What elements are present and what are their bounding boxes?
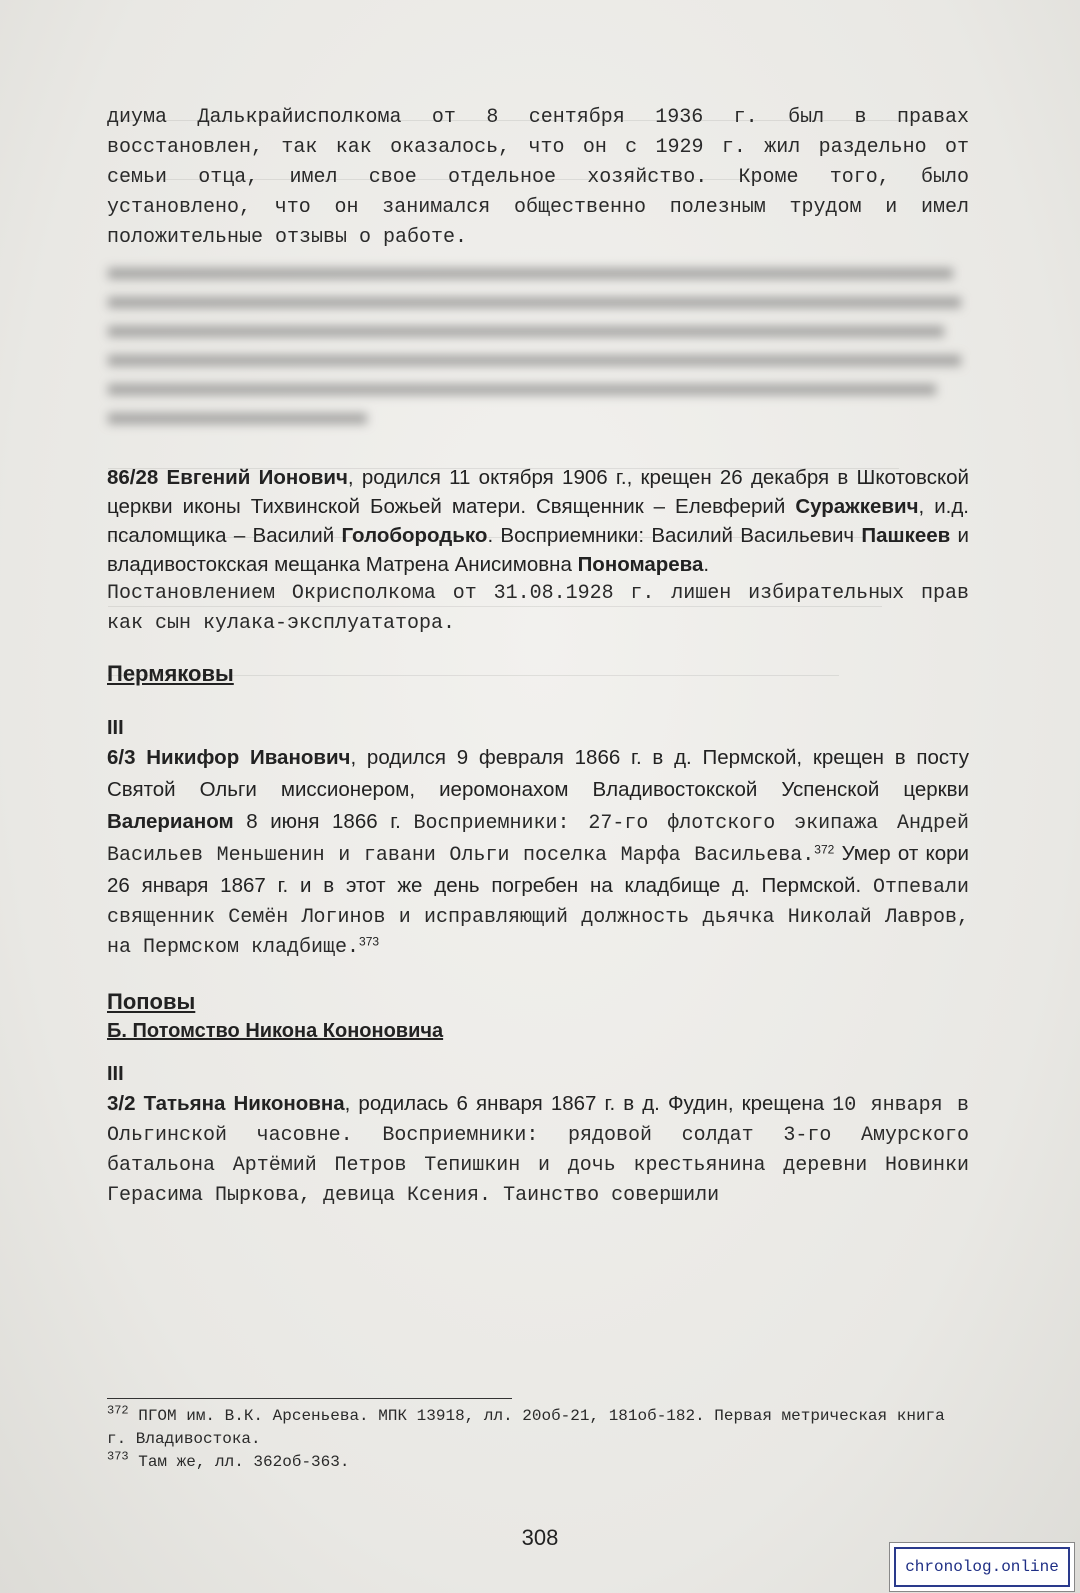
- generation-marker-popov: III: [107, 1063, 124, 1085]
- heading-popovy: Поповы: [107, 989, 196, 1014]
- entry-3-2-paragraph: 3/2 Татьяна Никоновна, родилась 6 января 1867 г. в д. Фудин, крещена 10 января в Ольгинской часовне. Восприемники: рядовой солдат 3-го Амурского батальона Артёмий Петров Тепишкин и дочь крестьянина деревни Новинки Герасима Пыркова, девица Ксения. Таинство совершили: [107, 1092, 969, 1207]
- footnote-373: $^{373}$ Там же, лл. 362об-363.: [107, 1449, 350, 1471]
- footnotes: [107, 1405, 969, 1474]
- footnote-divider: [107, 1398, 512, 1399]
- entry-6-3-label: 6/3 Никифор Иванович: [107, 746, 351, 769]
- generation-marker: III: [107, 717, 124, 739]
- watermark-text[interactable]: chronolog.online: [905, 1558, 1059, 1576]
- entry-86-paragraph: 86/28 Евгений Ионович, родился 11 октября 1906 г., крещен 26 декабря в Шкотовской церкви иконы Тихвинской Божьей матери. Священник – Елевферий Суражкевич, и.д. псаломщика – Василий Голобородько. Восприемники: Василий Васильевич Пашкеев и владивостокская мещанка Матрена Анисимовна Пономарева.: [107, 466, 969, 576]
- heading-permyakovy: Пермяковы: [107, 661, 234, 686]
- entry-86-label: 86/28 Евгений Ионович: [107, 466, 348, 489]
- entry-3-2-label: 3/2 Татьяна Никоновна: [107, 1092, 345, 1115]
- page-number: 308: [521, 1525, 559, 1550]
- watermark-badge[interactable]: [894, 1547, 1070, 1587]
- top-paragraph: диума Далькрайисполкома от 8 сентября 1936 г. был в правах восстановлен, так как оказалось, что он с 1929 г. жил раздельно от семьи отца, имел свое отдельное хозяйство. Кроме того, было установлено, что он занимался общественно полезным трудом и имел положительные отзывы о работе.: [107, 106, 969, 249]
- subheading-nikon-descendants: Б. Потомство Никона Кононовича: [107, 1020, 444, 1042]
- entry-86-decree: Постановлением Окрисполкома от 31.08.1928 г. лишен избирательных прав как сын кулака-эксплуататора.: [107, 582, 969, 635]
- footnote-ref-373[interactable]: 373: [359, 934, 380, 949]
- footnote-372: $^{372}$ ПГОМ им. В.К. Арсеньева. МПК 13918, лл. 20об-21, 181об-182. Первая метрическая книга г. Владивостока.: [107, 1403, 945, 1448]
- footnote-ref-372[interactable]: 372: [814, 842, 835, 857]
- main-text: [107, 103, 969, 1211]
- entry-6-3-paragraph: 6/3 Никифор Иванович, родился 9 февраля 1866 г. в д. Пермской, крещен в посту Святой Ольги миссионером, иеромонахом Владивостокской Успенской церкви Валерианом 8 июня 1866 г. Восприемники: 27-го флотского экипажа Андрей Васильев Меньшенин и гавани Ольги поселка Марфа Васильева.$^{372}$ Умер от кори 26 января 1867 г. и в этот же день погребен на кладбище д. Пермской. Отпевали священник Семён Логинов и исправляющий должность дьячка Николай Лавров, на Пермском кладбище.$^{373}$: [107, 746, 969, 959]
